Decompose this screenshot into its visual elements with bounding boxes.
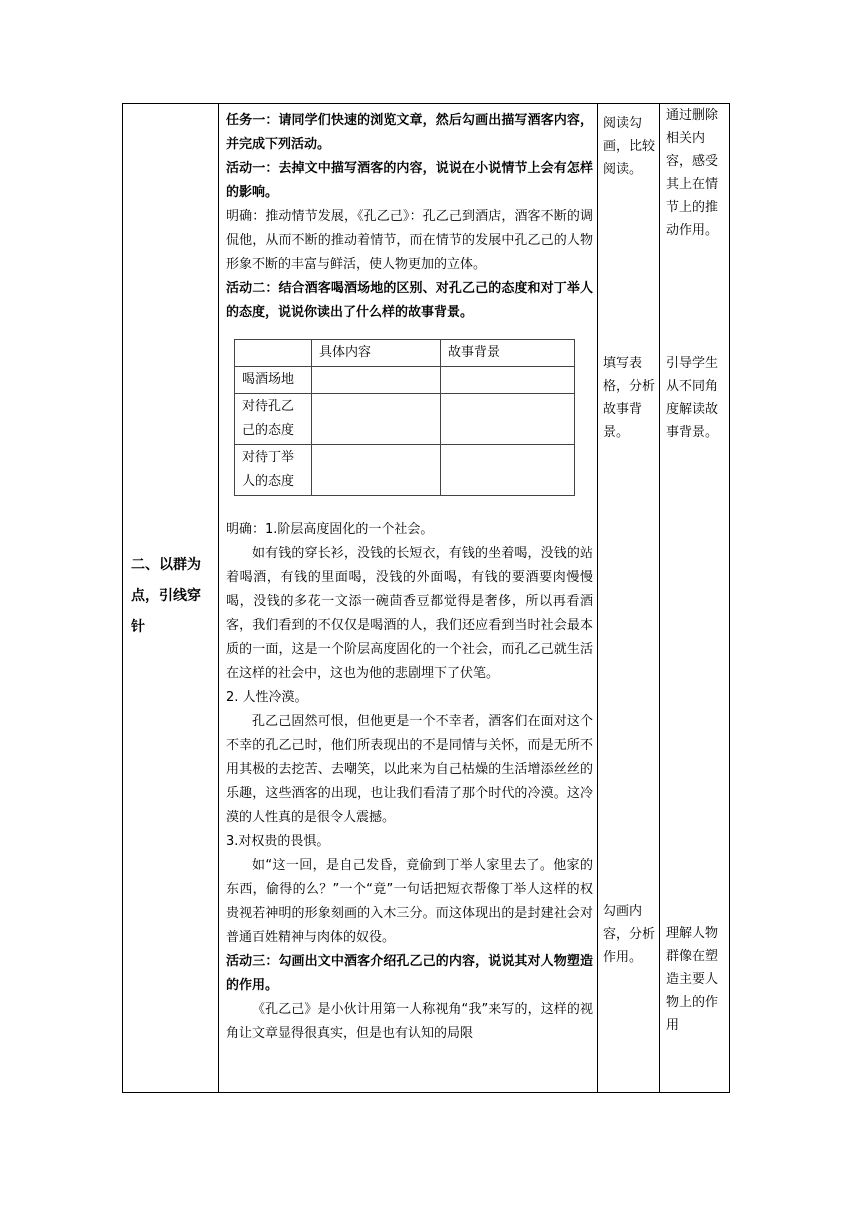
section-label: 二、以群为点，引线穿针: [131, 557, 201, 635]
clarify-one: 明确：推动情节发展，《孔乙己》：孔乙己到酒店，酒客不断的调侃他，从而不断的推动着情节，而在情节的发展中孔乙己的人物形象不断的丰富与鲜活，使人物更加的立体。: [226, 209, 593, 272]
table-cell: [441, 445, 575, 496]
point-two-body: 孔乙己固然可恨，但他更是一个不幸者，酒客们在面对这个不幸的孔乙己时，他们所表现出的不是同情与关怀，而是无所不用其极的去挖苦、去嘲笑，以此来为自己枯燥的生活增添丝丝的乐趣，这些酒客的出现，也让我们看清了那个时代的冷漠。这冷漠的人性真的是很令人震撼。: [226, 714, 593, 825]
table-cell: 喝酒场地: [235, 367, 312, 394]
task-text: 任务一：请同学们快速的浏览文章，然后勾画出描写酒客内容，并完成下列活动。: [226, 113, 593, 152]
table-cell: [312, 445, 441, 496]
student-activity-text: 填写表格，分析故事背景。: [603, 356, 656, 440]
activity-two: 活动二：结合酒客喝酒场地的区别、对孔乙己的态度和对丁举人的态度，说说你读出了什么样的故事背景。: [226, 281, 593, 320]
lesson-plan-table: [122, 103, 730, 1093]
table-cell: [312, 367, 441, 394]
table-row: [235, 367, 575, 394]
student-activity-cell: [603, 900, 655, 969]
activity-one: 活动一：去掉文中描写酒客的内容，说说在小说情节上会有怎样的影响。: [226, 161, 593, 200]
teaching-content-column: [226, 109, 593, 1046]
column-divider: [659, 104, 660, 1092]
design-intent-text: 理解人物群像在塑造主要人物上的作用: [666, 926, 719, 1033]
table-cell: [441, 394, 575, 445]
table-cell: 对待丁举人的态度: [235, 445, 312, 496]
design-intent-cell: [666, 104, 718, 242]
point-three-body: 如“这一回，是自己发昏，竟偷到丁举人家里去了。他家的东西，偷得的么？”一个“竟”一句话把短衣帮像丁举人这样的权贵视若神明的形象刻画的入木三分。而这体现出的是封建社会对普通百姓精神与肉体的奴役。: [226, 858, 593, 945]
student-activity-text: 勾画内容，分析作用。: [603, 904, 656, 965]
activity-three: 活动三：勾画出文中酒客介绍孔乙己的内容，说说其对人物塑造的作用。: [226, 954, 593, 993]
table-header-cell: [235, 340, 312, 367]
table-header-row: [235, 340, 575, 367]
point-two-heading: 2. 人性冷漠。: [226, 690, 308, 705]
table-cell: [312, 394, 441, 445]
section-column: [123, 104, 218, 1092]
table-header-cell: 故事背景: [441, 340, 575, 367]
table-header-cell: 具体内容: [312, 340, 441, 367]
table-cell: [441, 367, 575, 394]
point-three-heading: 3.对权贵的畏惧。: [226, 834, 330, 849]
design-intent-cell: [666, 352, 718, 444]
table-row: [235, 445, 575, 496]
clarify-two-heading: 明确：1.阶层高度固化的一个社会。: [226, 522, 434, 537]
design-intent-cell: [666, 922, 718, 1037]
column-divider: [218, 104, 219, 1092]
student-activity-cell: [603, 112, 655, 181]
clarify-two-body: 如有钱的穿长衫，没钱的长短衣，有钱的坐着喝，没钱的站着喝酒，有钱的里面喝，没钱的外面喝，有钱的要酒要肉慢慢喝，没钱的多花一文添一碗茴香豆都觉得是奢侈，所以再看酒客，我们看到的不仅仅是喝酒的人，我们还应看到当时社会最本质的一面，这是一个阶层高度固化的一个社会，而孔乙己就生活在这样的社会中，这也为他的悲剧埋下了伏笔。: [226, 546, 593, 681]
student-activity-cell: [603, 352, 655, 444]
student-activity-text: 阅读勾画，比较阅读。: [603, 116, 656, 177]
column-divider: [597, 104, 598, 1092]
table-cell: 对待孔乙己的态度: [235, 394, 312, 445]
story-background-table: [234, 339, 575, 496]
design-intent-text: 引导学生从不同角度解读故事背景。: [666, 356, 719, 440]
closing-paragraph: 《孔乙己》是小伙计用第一人称视角“我”来写的，这样的视角让文章显得很真实，但是也有认知的局限: [226, 1002, 593, 1041]
table-row: [235, 394, 575, 445]
design-intent-text: 通过删除相关内容，感受其上在情节上的推动作用。: [666, 108, 719, 238]
